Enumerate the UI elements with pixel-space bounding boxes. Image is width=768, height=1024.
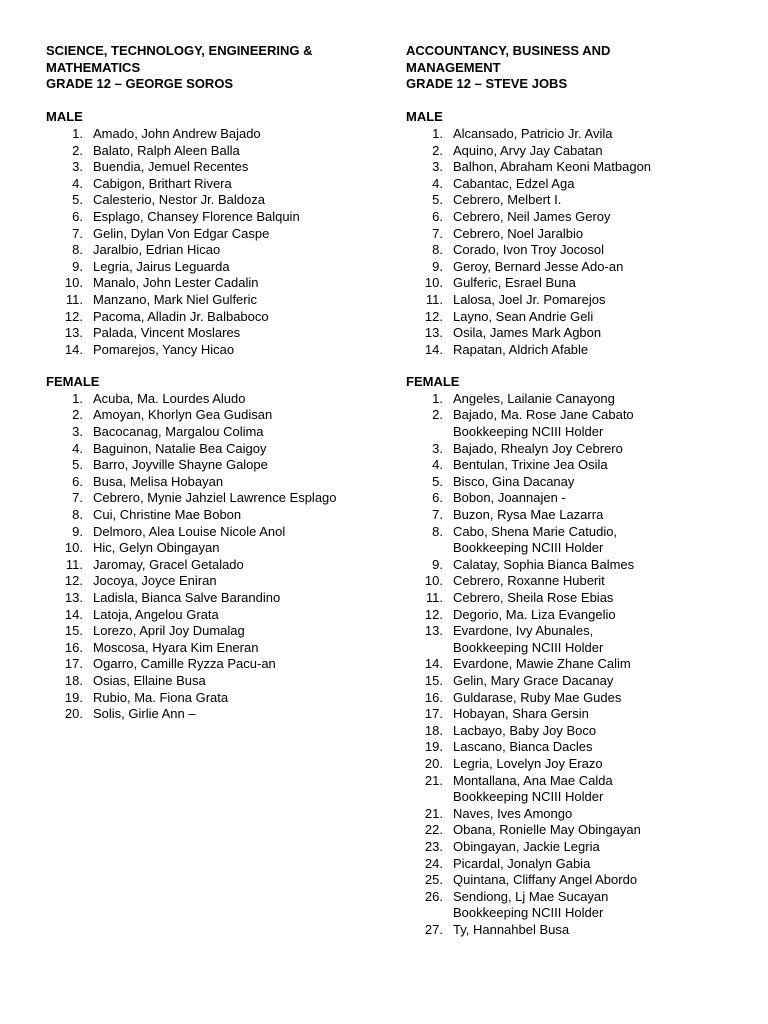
certification-note: Bookkeeping NCIII Holder bbox=[453, 639, 604, 655]
student-name: Gelin, Dylan Von Edgar Caspe bbox=[93, 225, 270, 241]
student-list-item bbox=[46, 656, 376, 673]
student-name: Calesterio, Nestor Jr. Baldoza bbox=[93, 192, 265, 208]
student-name: Guldarase, Ruby Mae Gudes bbox=[453, 689, 622, 705]
student-list-item bbox=[406, 457, 746, 474]
list-item-number: 6. bbox=[72, 473, 83, 489]
student-list-item bbox=[46, 673, 376, 690]
list-item-number: 1. bbox=[72, 390, 83, 406]
list-item-number: 12. bbox=[424, 308, 443, 324]
male-section-title: MALE bbox=[46, 109, 83, 125]
student-name: Cebrero, Neil James Geroy bbox=[453, 208, 611, 224]
student-name: Naves, Ives Amongo bbox=[453, 805, 573, 821]
student-list-item bbox=[406, 176, 746, 193]
list-item-number: 2. bbox=[432, 407, 443, 423]
list-item-number: 14. bbox=[424, 656, 443, 672]
list-item-number: 5. bbox=[432, 473, 443, 489]
student-name: Pomarejos, Yancy Hicao bbox=[93, 341, 235, 357]
list-item-number: 13. bbox=[64, 325, 83, 341]
list-item-number: 2. bbox=[72, 142, 83, 158]
student-name: Osias, Ellaine Busa bbox=[93, 672, 206, 688]
student-list-item bbox=[406, 673, 746, 690]
student-name: Bentulan, Trixine Jea Osila bbox=[453, 457, 608, 473]
student-list-item bbox=[406, 822, 746, 839]
student-list-item bbox=[46, 507, 376, 524]
student-name: Gulferic, Esrael Buna bbox=[453, 275, 576, 291]
list-item-number: 20. bbox=[424, 755, 443, 771]
student-list-item bbox=[46, 176, 376, 193]
male-section bbox=[46, 109, 376, 358]
list-item-number: 9. bbox=[72, 258, 83, 274]
student-name: Osila, James Mark Agbon bbox=[453, 325, 602, 341]
student-list-item bbox=[46, 441, 376, 458]
student-name: Lascano, Bianca Dacles bbox=[453, 739, 593, 755]
list-item-number: 9. bbox=[432, 556, 443, 572]
student-list-item bbox=[46, 275, 376, 292]
student-name: Layno, Sean Andrie Geli bbox=[453, 308, 594, 324]
student-name: Baguinon, Natalie Bea Caigoy bbox=[93, 440, 267, 456]
student-list-item bbox=[406, 723, 746, 740]
female-section-title: FEMALE bbox=[46, 374, 100, 390]
list-item-number: 1. bbox=[72, 125, 83, 141]
list-item-number: 7. bbox=[432, 225, 443, 241]
list-item-number: 12. bbox=[424, 606, 443, 622]
student-list-item bbox=[46, 242, 376, 259]
student-list-item bbox=[46, 474, 376, 491]
student-list-item bbox=[46, 309, 376, 326]
student-list-item bbox=[406, 706, 746, 723]
student-name: Buzon, Rysa Mae Lazarra bbox=[453, 507, 604, 523]
list-item-number: 10. bbox=[424, 275, 443, 291]
student-list-item bbox=[46, 623, 376, 640]
list-item-number: 13. bbox=[424, 325, 443, 341]
student-name: Ogarro, Camille Ryzza Pacu-an bbox=[93, 656, 276, 672]
list-item-number: 14. bbox=[424, 341, 443, 357]
student-name: Gelin, Mary Grace Dacanay bbox=[453, 672, 614, 688]
list-item-number: 22. bbox=[424, 822, 443, 838]
student-name: Cebrero, Mynie Jahziel Lawrence Esplago bbox=[93, 490, 337, 506]
strand-title-line-2: MANAGEMENT bbox=[406, 59, 501, 75]
student-name: Cebrero, Melbert I. bbox=[453, 192, 562, 208]
student-name: Geroy, Bernard Jesse Ado-an bbox=[453, 258, 624, 274]
student-list-item bbox=[46, 706, 376, 723]
student-name: Busa, Melisa Hobayan bbox=[93, 473, 224, 489]
student-list-item bbox=[406, 407, 746, 440]
student-list-item bbox=[406, 226, 746, 243]
student-list-item bbox=[406, 856, 746, 873]
student-list-item bbox=[46, 143, 376, 160]
student-name: Alcansado, Patricio Jr. Avila bbox=[453, 125, 613, 141]
list-item-number: 7. bbox=[72, 490, 83, 506]
student-list-item bbox=[406, 524, 746, 557]
student-list-item bbox=[406, 292, 746, 309]
student-name: Lorezo, April Joy Dumalag bbox=[93, 623, 245, 639]
abm-class-column bbox=[406, 43, 746, 938]
student-list-item bbox=[406, 773, 746, 806]
student-list-item bbox=[406, 259, 746, 276]
male-section bbox=[406, 109, 746, 358]
list-item-number: 3. bbox=[72, 159, 83, 175]
male-section-title: MALE bbox=[406, 109, 443, 125]
student-list-item bbox=[46, 342, 376, 359]
list-item-number: 7. bbox=[72, 225, 83, 241]
student-list-item bbox=[406, 656, 746, 673]
student-name: Buendia, Jemuel Recentes bbox=[93, 159, 249, 175]
list-item-number: 23. bbox=[424, 838, 443, 854]
student-name: Manalo, John Lester Cadalin bbox=[93, 275, 259, 291]
list-item-number: 3. bbox=[432, 159, 443, 175]
strand-title-line-2: MATHEMATICS bbox=[46, 59, 141, 75]
student-list-item bbox=[406, 391, 746, 408]
student-name: Manzano, Mark Niel Gulferic bbox=[93, 291, 257, 307]
list-item-number: 14. bbox=[64, 606, 83, 622]
student-name: Aquino, Arvy Jay Cabatan bbox=[453, 142, 603, 158]
student-list-item bbox=[406, 507, 746, 524]
section-grade-title: GRADE 12 – STEVE JOBS bbox=[406, 76, 568, 92]
student-name: Amoyan, Khorlyn Gea Gudisan bbox=[93, 407, 273, 423]
student-name: Jaralbio, Edrian Hicao bbox=[93, 242, 221, 258]
student-name: Amado, John Andrew Bajado bbox=[93, 125, 261, 141]
student-name: Bisco, Gina Dacanay bbox=[453, 473, 575, 489]
list-item-number: 4. bbox=[432, 175, 443, 191]
student-name: Lacbayo, Baby Joy Boco bbox=[453, 722, 597, 738]
certification-note: Bookkeeping NCIII Holder bbox=[453, 789, 604, 805]
student-list-item bbox=[46, 192, 376, 209]
student-name: Legria, Lovelyn Joy Erazo bbox=[453, 755, 603, 771]
student-name: Corado, Ivon Troy Jocosol bbox=[453, 242, 605, 258]
list-item-number: 15. bbox=[64, 623, 83, 639]
list-item-number: 6. bbox=[432, 208, 443, 224]
student-name: Picardal, Jonalyn Gabia bbox=[453, 855, 591, 871]
student-name: Solis, Girlie Ann – bbox=[93, 706, 196, 722]
student-list-item bbox=[46, 557, 376, 574]
student-name: Obingayan, Jackie Legria bbox=[453, 838, 600, 854]
student-name: Lalosa, Joel Jr. Pomarejos bbox=[453, 291, 606, 307]
student-name: Cabo, Shena Marie Catudio, bbox=[453, 523, 618, 539]
list-item-number: 20. bbox=[64, 706, 83, 722]
list-item-number: 19. bbox=[424, 739, 443, 755]
student-name: Evardone, Mawie Zhane Calim bbox=[453, 656, 631, 672]
male-student-list bbox=[46, 126, 376, 358]
student-list-item bbox=[406, 557, 746, 574]
female-section-title: FEMALE bbox=[406, 374, 460, 390]
female-section bbox=[46, 374, 376, 722]
student-name: Pacoma, Alladin Jr. Balbaboco bbox=[93, 308, 269, 324]
student-name: Cebrero, Noel Jaralbio bbox=[453, 225, 584, 241]
male-student-list bbox=[406, 126, 746, 358]
female-student-list bbox=[406, 391, 746, 939]
abm-heading bbox=[406, 43, 746, 93]
list-item-number: 18. bbox=[424, 722, 443, 738]
student-list-item bbox=[406, 806, 746, 823]
student-list-item bbox=[406, 209, 746, 226]
list-item-number: 8. bbox=[72, 507, 83, 523]
student-name: Angeles, Lailanie Canayong bbox=[453, 390, 615, 406]
list-item-number: 16. bbox=[424, 689, 443, 705]
list-item-number: 8. bbox=[432, 242, 443, 258]
certification-note: Bookkeeping NCIII Holder bbox=[453, 905, 604, 921]
list-item-number: 9. bbox=[72, 523, 83, 539]
list-item-number: 21. bbox=[424, 772, 443, 788]
student-list-item bbox=[406, 441, 746, 458]
student-name: Hic, Gelyn Obingayan bbox=[93, 540, 220, 556]
student-list-item bbox=[406, 192, 746, 209]
student-name: Sendiong, Lj Mae Sucayan bbox=[453, 888, 609, 904]
student-name: Moscosa, Hyara Kim Eneran bbox=[93, 639, 259, 655]
student-list-item bbox=[406, 309, 746, 326]
list-item-number: 14. bbox=[64, 341, 83, 357]
student-list-item bbox=[406, 839, 746, 856]
list-item-number: 5. bbox=[432, 192, 443, 208]
student-name: Legria, Jairus Leguarda bbox=[93, 258, 230, 274]
student-name: Jocoya, Joyce Eniran bbox=[93, 573, 217, 589]
list-item-number: 13. bbox=[424, 623, 443, 639]
student-name: Bajado, Rhealyn Joy Cebrero bbox=[453, 440, 623, 456]
list-item-number: 21. bbox=[424, 805, 443, 821]
certification-note: Bookkeeping NCIII Holder bbox=[453, 424, 604, 440]
list-item-number: 8. bbox=[72, 242, 83, 258]
student-list-item bbox=[406, 275, 746, 292]
student-name: Degorio, Ma. Liza Evangelio bbox=[453, 606, 616, 622]
student-list-item bbox=[406, 872, 746, 889]
student-list-item bbox=[46, 407, 376, 424]
student-list-item bbox=[46, 292, 376, 309]
student-list-item bbox=[406, 342, 746, 359]
student-name: Bacocanag, Margalou Colima bbox=[93, 424, 264, 440]
female-section bbox=[406, 374, 746, 938]
student-list-item bbox=[406, 325, 746, 342]
student-list-item bbox=[46, 607, 376, 624]
list-item-number: 12. bbox=[64, 308, 83, 324]
list-item-number: 15. bbox=[424, 672, 443, 688]
list-item-number: 6. bbox=[432, 490, 443, 506]
student-list-item bbox=[406, 490, 746, 507]
student-list-item bbox=[406, 623, 746, 656]
student-list-item bbox=[406, 573, 746, 590]
student-list-item bbox=[406, 242, 746, 259]
student-list-item bbox=[46, 540, 376, 557]
student-list-item bbox=[406, 922, 746, 939]
list-item-number: 2. bbox=[72, 407, 83, 423]
strand-title-line-1: SCIENCE, TECHNOLOGY, ENGINEERING & bbox=[46, 43, 313, 58]
student-name: Hobayan, Shara Gersin bbox=[453, 706, 589, 722]
student-name: Montallana, Ana Mae Calda bbox=[453, 772, 613, 788]
student-list-item bbox=[406, 143, 746, 160]
list-item-number: 3. bbox=[432, 440, 443, 456]
student-list-item bbox=[46, 640, 376, 657]
list-item-number: 1. bbox=[432, 390, 443, 406]
student-list-item bbox=[46, 259, 376, 276]
list-item-number: 3. bbox=[72, 424, 83, 440]
list-item-number: 11. bbox=[425, 291, 443, 307]
student-list-item bbox=[46, 590, 376, 607]
stem-class-column bbox=[46, 43, 376, 723]
list-item-number: 17. bbox=[424, 706, 443, 722]
student-name: Cabantac, Edzel Aga bbox=[453, 175, 575, 191]
student-list-item bbox=[406, 756, 746, 773]
student-list-item bbox=[46, 573, 376, 590]
student-list-item bbox=[406, 739, 746, 756]
student-name: Rubio, Ma. Fiona Grata bbox=[93, 689, 229, 705]
list-item-number: 11. bbox=[425, 590, 443, 605]
student-list-item bbox=[46, 524, 376, 541]
student-name: Calatay, Sophia Bianca Balmes bbox=[453, 556, 635, 572]
list-item-number: 7. bbox=[432, 507, 443, 523]
student-name: Palada, Vincent Moslares bbox=[93, 325, 241, 341]
list-item-number: 18. bbox=[64, 672, 83, 688]
student-name: Obana, Ronielle May Obingayan bbox=[453, 822, 641, 838]
student-name: Cui, Christine Mae Bobon bbox=[93, 507, 242, 523]
student-list-item bbox=[406, 159, 746, 176]
student-list-item bbox=[46, 690, 376, 707]
list-item-number: 17. bbox=[64, 656, 83, 672]
list-item-number: 10. bbox=[64, 540, 83, 556]
list-item-number: 10. bbox=[424, 573, 443, 589]
student-list-item bbox=[46, 325, 376, 342]
list-item-number: 12. bbox=[64, 573, 83, 589]
student-name: Ladisla, Bianca Salve Barandino bbox=[93, 590, 281, 605]
student-name: Cebrero, Sheila Rose Ebias bbox=[453, 590, 614, 605]
student-name: Barro, Joyville Shayne Galope bbox=[93, 457, 268, 473]
student-name: Bobon, Joannajen - bbox=[453, 490, 566, 506]
student-name: Cabigon, Brithart Rivera bbox=[93, 175, 232, 191]
student-name: Delmoro, Alea Louise Nicole Anol bbox=[93, 523, 286, 539]
student-list-item bbox=[46, 391, 376, 408]
female-student-list bbox=[46, 391, 376, 723]
student-name: Acuba, Ma. Lourdes Aludo bbox=[93, 390, 246, 406]
student-list-item bbox=[406, 474, 746, 491]
list-item-number: 4. bbox=[72, 175, 83, 191]
student-name: Latoja, Angelou Grata bbox=[93, 606, 219, 622]
student-list-item bbox=[46, 457, 376, 474]
list-item-number: 26. bbox=[424, 888, 443, 904]
list-item-number: 19. bbox=[64, 689, 83, 705]
student-list-item bbox=[406, 690, 746, 707]
list-item-number: 13. bbox=[64, 590, 83, 605]
student-name: Balato, Ralph Aleen Balla bbox=[93, 142, 240, 158]
list-item-number: 11. bbox=[65, 556, 83, 572]
list-item-number: 27. bbox=[424, 921, 443, 937]
list-item-number: 4. bbox=[432, 457, 443, 473]
student-name: Quintana, Cliffany Angel Abordo bbox=[453, 872, 638, 888]
list-item-number: 6. bbox=[72, 208, 83, 224]
list-item-number: 8. bbox=[432, 523, 443, 539]
student-list-item bbox=[46, 159, 376, 176]
student-list-item bbox=[406, 590, 746, 607]
list-item-number: 5. bbox=[72, 457, 83, 473]
student-list-item bbox=[46, 226, 376, 243]
student-name: Esplago, Chansey Florence Balquin bbox=[93, 208, 300, 224]
student-list-item bbox=[406, 607, 746, 624]
list-item-number: 2. bbox=[432, 142, 443, 158]
student-list-item bbox=[406, 889, 746, 922]
student-list-item bbox=[46, 424, 376, 441]
list-item-number: 25. bbox=[424, 872, 443, 888]
list-item-number: 11. bbox=[65, 291, 83, 307]
student-name: Bajado, Ma. Rose Jane Cabato bbox=[453, 407, 634, 423]
student-list-item bbox=[46, 126, 376, 143]
list-item-number: 24. bbox=[424, 855, 443, 871]
student-name: Balhon, Abraham Keoni Matbagon bbox=[453, 159, 652, 175]
student-list-item bbox=[406, 126, 746, 143]
strand-title-line-1: ACCOUNTANCY, BUSINESS AND bbox=[406, 43, 611, 58]
list-item-number: 9. bbox=[432, 258, 443, 274]
stem-heading bbox=[46, 43, 376, 93]
student-name: Jaromay, Gracel Getalado bbox=[93, 556, 244, 572]
list-item-number: 4. bbox=[72, 440, 83, 456]
list-item-number: 10. bbox=[64, 275, 83, 291]
student-name: Evardone, Ivy Abunales, bbox=[453, 623, 594, 639]
student-name: Ty, Hannahbel Busa bbox=[453, 921, 570, 937]
section-grade-title: GRADE 12 – GEORGE SOROS bbox=[46, 76, 234, 92]
list-item-number: 16. bbox=[64, 639, 83, 655]
list-item-number: 1. bbox=[432, 125, 443, 141]
student-list-item bbox=[46, 490, 376, 507]
list-item-number: 5. bbox=[72, 192, 83, 208]
student-name: Rapatan, Aldrich Afable bbox=[453, 341, 589, 357]
student-name: Cebrero, Roxanne Huberit bbox=[453, 573, 605, 589]
student-list-item bbox=[46, 209, 376, 226]
certification-note: Bookkeeping NCIII Holder bbox=[453, 540, 604, 556]
